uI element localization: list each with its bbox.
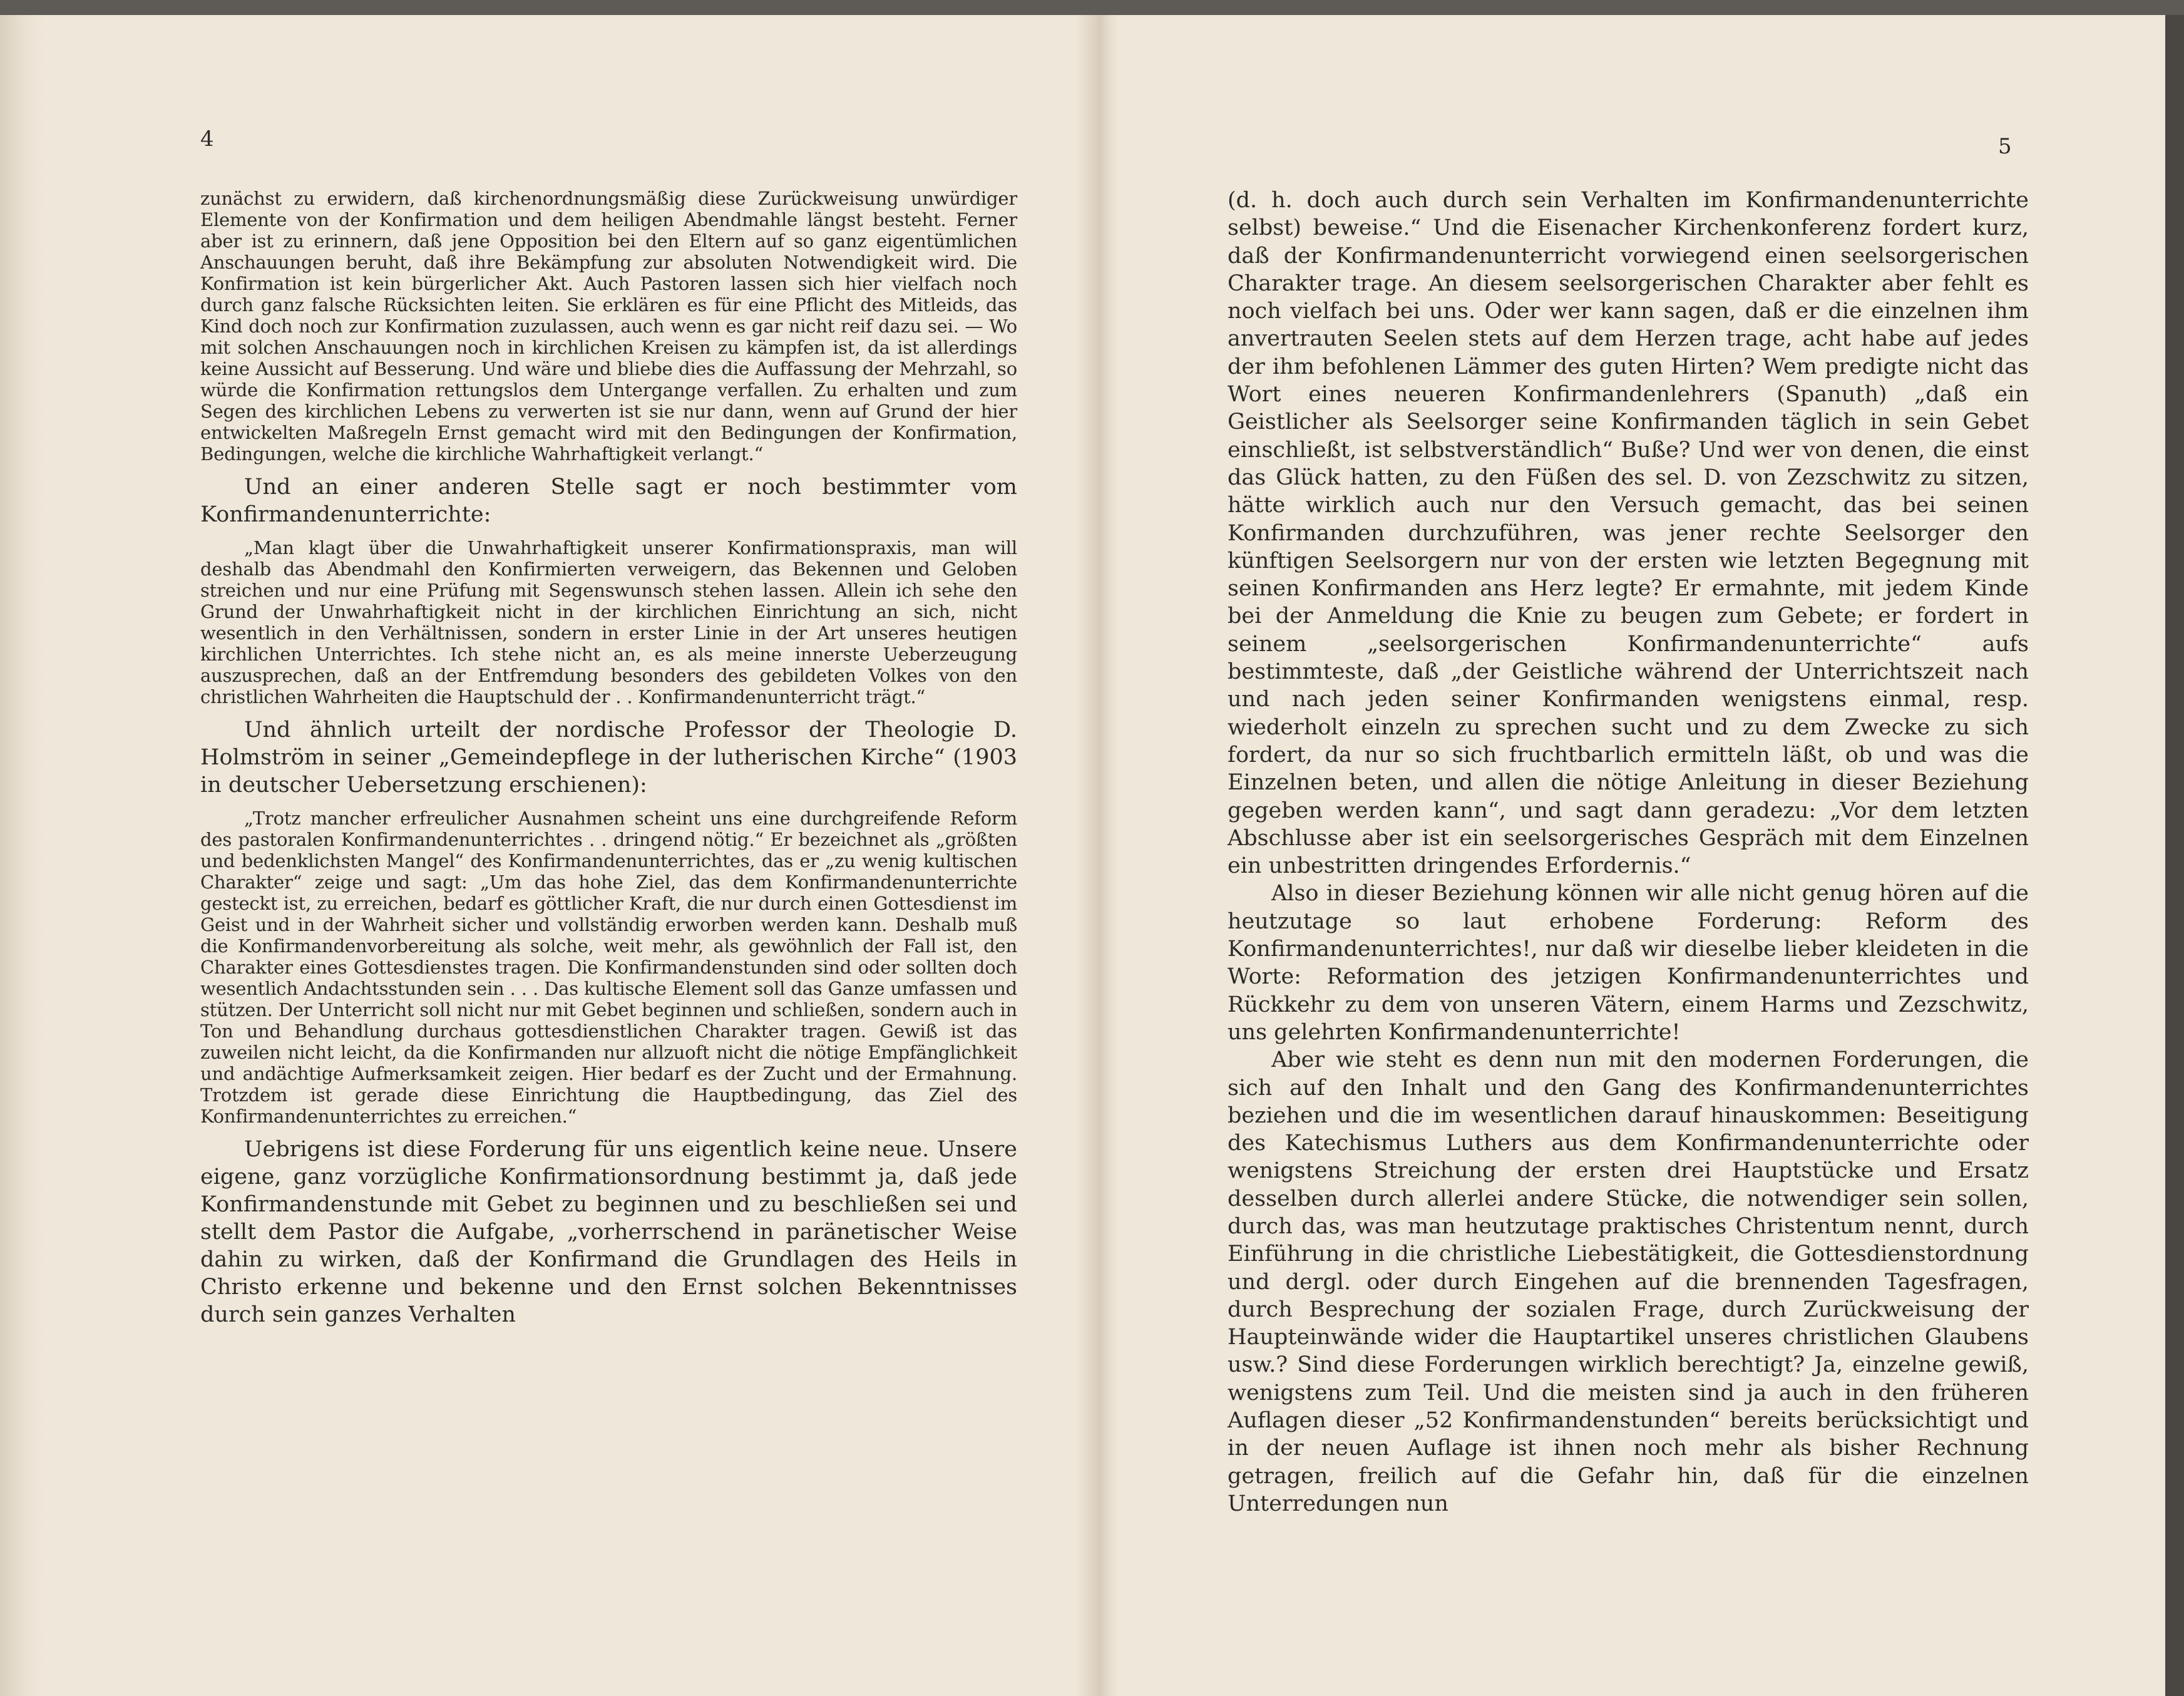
body-paragraph: (d. h. doch auch durch sein Verhalten im Konfirmandenunterrichte selbst) beweise.“ Und die Eisenacher Kirchenkonferenz fordert kurz, daß der Konfirmandenunterricht vorwiegend einen seelsorgerischen Charakter trage. An diesem seelsorgerischen Charakter aber fehlt es noch vielfach bei uns. Oder wer kann sagen, daß er die einzelnen ihm anvertrauten Seelen stets auf dem Herzen trage, acht habe auf jedes der ihm befohlenen Lämmer des guten Hirten? Wem predigte nicht das Wort eines neueren Konfirmandenlehrers (Spanuth) „daß ein Geistlicher als Seelsorger seine Konfirmanden täglich in sein Gebet einschließt, ist selbstverständlich“ Buße? Und wer von denen, die einst das Glück hatten, zu den Füßen des sel. D. von Zezschwitz zu sitzen, hätte wirklich auch nur den Versuch gemacht, das bei seinen Konfirmanden durchzuführen, was jener rechte Seelsorger den künftigen Seelsorgern nur von der ersten wie letzten Begegnung mit seinen Konfirmanden ans Herz legte? Er ermahnte, mit jedem Kinde bei der Anmeldung die Knie zu beugen zum Gebete; er fordert in seinem „seelsorgerischen Konfirmandenunterrichte“ aufs bestimmteste, daß „der Geistliche während der Unterrichtszeit nach und nach jeden seiner Konfirmanden wenigstens einmal, resp. wiederholt einzeln zu sprechen sucht und zu dem Zwecke zu sich fordert, da nur so sich fruchtbarlich ermitteln läßt, ob und was die Einzelnen beten, und allen die nötige Anleitung in dieser Beziehung gegeben werden kann“, und sagt dann geradezu: „Vor dem letzten Abschlusse aber ist ein seelsorgerisches Gespräch mit dem Einzelnen ein unbestritten dringendes Erfordernis.“ — [1228, 188, 2029, 879]
page-number: 5 — [1998, 134, 2012, 159]
page-number: 4 — [200, 126, 214, 152]
quote-paragraph: zunächst zu erwidern, daß kirchenordnungsmäßig diese Zurückweisung unwürdiger Elemente von der Konfirmation und dem heiligen Abendmahle längst besteht. Ferner aber ist zu erinnern, daß jene Opposition bei den Eltern auf so ganz eigentümlichen Anschauungen beruht, daß ihre Bekämpfung zur absoluten Notwendigkeit wird. Die Konfirmation ist kein bürgerlicher Akt. Auch Pastoren lassen sich hier vielfach noch durch ganz falsche Rücksichten leiten. Sie erklären es für eine Pflicht des Mitleids, das Kind doch noch zur Konfirmation zuzulassen, auch wenn es gar nicht reif dazu sei. — Wo mit solchen Anschauungen noch in kirchlichen Kreisen zu kämpfen ist, da ist allerdings keine Aussicht auf Besserung. Und wäre und bliebe dies die Auffassung der Mehrzahl, so würde die Konfirmation rettungslos dem Untergange verfallen. Zu erhalten und zum Segen des kirchlichen Lebens zu verwerten ist sie nur dann, wenn auf Grund der hier entwickelten Maßregeln Ernst gemacht wird mit den Bedingungen der Konfirmation, Bedingungen, welche die kirchliche Wahrhaftigkeit verlangt.“ — [200, 188, 1017, 465]
left-page — [44, 15, 1075, 1696]
book-spread — [0, 15, 2184, 1696]
body-paragraph: Und an einer anderen Stelle sagt er noch bestimmter vom Konfirmandenunterrichte: — [200, 475, 1017, 527]
body-paragraph: Uebrigens ist diese Forderung für uns eigentlich keine neue. Unsere eigene, ganz vorzügliche Konfirmationsordnung bestimmt ja, daß jede Konfirmandenstunde mit Gebet zu beginnen und zu beschließen sei und stellt dem Pastor die Aufgabe, „vorherrschend in paränetischer Weise dahin zu wirken, daß der Konfirmand die Grundlagen des Heils in Christo erkenne und bekenne und den Ernst solchen Bekenntnisses durch sein ganzes Verhalten — [200, 1137, 1017, 1327]
page-text — [200, 188, 1017, 1329]
body-paragraph: Und ähnlich urteilt der nordische Professor der Theologie D. Holmström in seiner „Gemeindepflege in der lutherischen Kirche“ (1903 in deutscher Uebersetzung erschienen): — [200, 717, 1017, 798]
quote-paragraph: „Trotz mancher erfreulicher Ausnahmen scheint uns eine durchgreifende Reform des pastoralen Konfirmandenunterrichtes . . dringend nötig.“ Er bezeichnet als „größten und bedenklichsten Mangel“ des Konfirmandenunterrichtes, das er „zu wenig kultischen Charakter“ zeige und sagt: „Um das hohe Ziel, das dem Konfirmandenunterrichte gesteckt ist, zu erreichen, bedarf es göttlicher Kraft, die nur durch einen Gottesdienst im Geist und in der Wahrheit sicher und vollständig erworben werden kann. Deshalb muß die Konfirmandenvorbereitung als solche, weit mehr, als gewöhnlich der Fall ist, den Charakter eines Gottesdienstes tragen. Die Konfirmandenstunden sind oder sollten doch wesentlich Andachtsstunden sein . . . Das kultische Element soll das Ganze umfassen und stützen. Der Unterricht soll nicht nur mit Gebet beginnen und schließen, sondern auch in Ton und Behandlung durchaus gottesdienstlichen Charakter tragen. Gewiß ist das zuweilen nicht leicht, da die Konfirmanden nur allzuoft nicht die nötige Empfänglichkeit und andächtige Aufmerksamkeit zeigen. Hier bedarf es der Zucht und der Ermahnung. Trotzdem ist gerade diese Einrichtung die Hauptbedingung, das Ziel des Konfirmandenunterrichtes zu erreichen.“ — [200, 808, 1017, 1127]
body-paragraph: Aber wie steht es denn nun mit den modernen Forderungen, die sich auf den Inhalt und den Gang des Konfirmandenunterrichtes beziehen und die im wesentlichen darauf hinauskommen: Beseitigung des Katechismus Luthers aus dem Konfirmandenunterrichte oder wenigstens Streichung der ersten drei Hauptstücke und Ersatz desselben durch allerlei andere Stücke, die notwendiger sein sollen, durch das, was man heutzutage praktisches Christentum nennt, durch Einführung in die christliche Liebestätigkeit, die Gottesdienstordnung und dergl. oder durch Eingehen auf die brennenden Tagesfragen, durch Besprechung der sozialen Frage, durch Zurückweisung der Haupteinwände wider die Hauptartikel unseres christlichen Glaubens usw.? Sind diese Forderungen wirklich berechtigt? Ja, einzelne gewiß, wenigstens zum Teil. Und die meisten sind ja auch in den früheren Auflagen dieser „52 Konfirmandenstunden“ bereits berücksichtigt und in der neuen Auflage ist ihnen noch mehr als bisher Rechnung getragen, freilich auf die Gefahr hin, daß für die einzelnen Unterredungen nun — [1228, 1047, 2029, 1516]
book-gutter — [1075, 15, 1119, 1696]
page-text — [1228, 187, 2029, 1518]
body-paragraph: Also in dieser Beziehung können wir alle nicht genug hören auf die heutzutage so laut erhobene Forderung: Reform des Konfirmandenunterrichtes!, nur daß wir dieselbe lieber kleideten in die Worte: Reformation des jetzigen Konfirmandenunterrichtes und Rückkehr zu dem von unseren Vätern, einem Harms und Zezschwitz, uns gelehrten Konfirmandenunterrichte! — [1228, 881, 2029, 1045]
quote-paragraph: „Man klagt über die Unwahrhaftigkeit unserer Konfirmationspraxis, man will deshalb das Abendmahl den Konfirmierten verweigern, das Bekennen und Geloben streichen und nur eine Prüfung mit Segenswunsch stehen lassen. Allein ich sehe den Grund der Unwahrhaftigkeit nicht in der kirchlichen Einrichtung an sich, nicht wesentlich in den Verhältnissen, sondern in erster Linie in der Art unseres heutigen kirchlichen Unterrichtes. Ich stehe nicht an, es als meine innerste Ueberzeugung auszusprechen, daß an der Entfremdung besonders des gebildeten Volkes von den christlichen Wahrheiten die Hauptschuld der . . Konfirmandenunterricht trägt.“ — [200, 537, 1017, 707]
right-page — [1119, 15, 2165, 1696]
page-edge-shadow — [0, 15, 44, 1696]
page-edge-dark — [2165, 15, 2184, 1696]
